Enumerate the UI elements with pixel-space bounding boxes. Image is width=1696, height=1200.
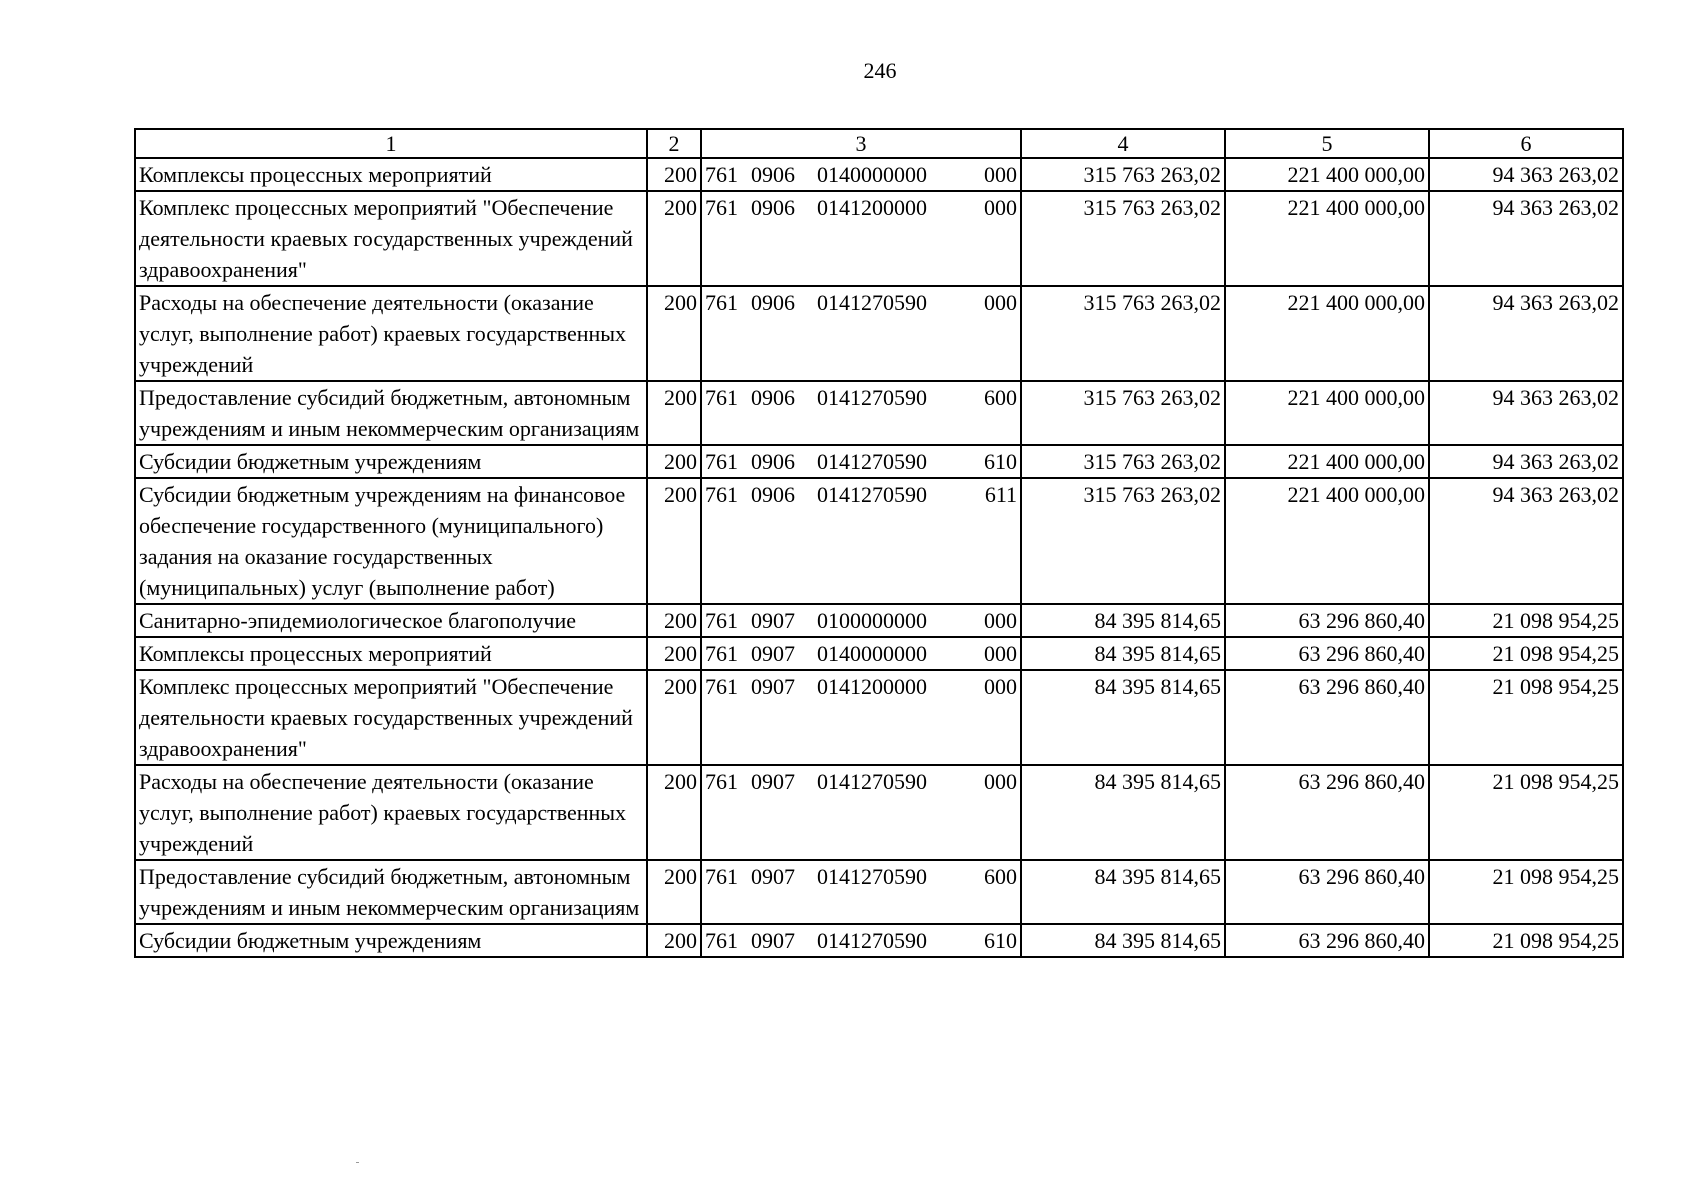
row-col2: 200 bbox=[647, 924, 701, 957]
table-row bbox=[135, 637, 1623, 670]
row-value-5: 63 296 860,40 bbox=[1225, 765, 1429, 860]
row-col2: 200 bbox=[647, 670, 701, 765]
row-code bbox=[701, 286, 1021, 381]
code-section: 0907 bbox=[751, 641, 795, 666]
table-header-row bbox=[135, 129, 1623, 158]
code-ministry: 761 bbox=[705, 928, 738, 953]
row-value-6: 21 098 954,25 bbox=[1429, 604, 1623, 637]
row-value-4: 84 395 814,65 bbox=[1021, 604, 1225, 637]
code-expense-type: 000 bbox=[984, 674, 1017, 699]
code-expense-type: 000 bbox=[984, 608, 1017, 633]
row-name: Предоставление субсидий бюджетным, автономным учреждениям и иным некоммерческим организациям bbox=[135, 860, 647, 924]
code-target: 0100000000 bbox=[817, 608, 927, 633]
row-code bbox=[701, 860, 1021, 924]
row-code bbox=[701, 670, 1021, 765]
scan-mark bbox=[356, 1162, 359, 1163]
row-col2: 200 bbox=[647, 158, 701, 191]
code-grid bbox=[705, 925, 1017, 956]
row-name: Санитарно-эпидемиологическое благополучие bbox=[135, 604, 647, 637]
code-target: 0141270590 bbox=[817, 864, 927, 889]
row-value-4: 315 763 263,02 bbox=[1021, 445, 1225, 478]
row-value-5: 221 400 000,00 bbox=[1225, 158, 1429, 191]
row-col2: 200 bbox=[647, 478, 701, 604]
table-row bbox=[135, 670, 1623, 765]
code-section: 0907 bbox=[751, 928, 795, 953]
row-value-4: 84 395 814,65 bbox=[1021, 765, 1225, 860]
row-value-6: 21 098 954,25 bbox=[1429, 670, 1623, 765]
code-grid bbox=[705, 861, 1017, 892]
row-value-4: 84 395 814,65 bbox=[1021, 670, 1225, 765]
code-target: 0140000000 bbox=[817, 641, 927, 666]
row-value-4: 84 395 814,65 bbox=[1021, 637, 1225, 670]
row-value-6: 21 098 954,25 bbox=[1429, 924, 1623, 957]
code-grid bbox=[705, 192, 1017, 223]
code-expense-type: 610 bbox=[984, 928, 1017, 953]
row-value-6: 94 363 263,02 bbox=[1429, 286, 1623, 381]
code-grid bbox=[705, 159, 1017, 190]
row-name: Комплексы процессных мероприятий bbox=[135, 637, 647, 670]
code-expense-type: 000 bbox=[984, 195, 1017, 220]
code-ministry: 761 bbox=[705, 290, 738, 315]
header-cell-6: 6 bbox=[1429, 129, 1623, 158]
row-value-6: 21 098 954,25 bbox=[1429, 860, 1623, 924]
row-col2: 200 bbox=[647, 860, 701, 924]
row-value-4: 315 763 263,02 bbox=[1021, 478, 1225, 604]
code-ministry: 761 bbox=[705, 641, 738, 666]
code-ministry: 761 bbox=[705, 385, 738, 410]
code-ministry: 761 bbox=[705, 769, 738, 794]
row-col2: 200 bbox=[647, 604, 701, 637]
code-target: 0141270590 bbox=[817, 290, 927, 315]
row-col2: 200 bbox=[647, 286, 701, 381]
table-row bbox=[135, 445, 1623, 478]
row-value-4: 315 763 263,02 bbox=[1021, 286, 1225, 381]
row-value-5: 63 296 860,40 bbox=[1225, 860, 1429, 924]
row-name: Предоставление субсидий бюджетным, автономным учреждениям и иным некоммерческим организациям bbox=[135, 381, 647, 445]
row-name: Субсидии бюджетным учреждениям bbox=[135, 445, 647, 478]
row-code bbox=[701, 158, 1021, 191]
row-value-6: 94 363 263,02 bbox=[1429, 478, 1623, 604]
row-name: Комплекс процессных мероприятий "Обеспечение деятельности краевых государственных учреждений здравоохранения" bbox=[135, 191, 647, 286]
row-value-5: 221 400 000,00 bbox=[1225, 478, 1429, 604]
code-target: 0141200000 bbox=[817, 195, 927, 220]
code-expense-type: 600 bbox=[984, 385, 1017, 410]
row-col2: 200 bbox=[647, 445, 701, 478]
row-code bbox=[701, 445, 1021, 478]
row-col2: 200 bbox=[647, 381, 701, 445]
header-cell-3: 3 bbox=[701, 129, 1021, 158]
code-section: 0907 bbox=[751, 674, 795, 699]
row-value-5: 221 400 000,00 bbox=[1225, 381, 1429, 445]
budget-table bbox=[134, 128, 1624, 958]
code-expense-type: 000 bbox=[984, 769, 1017, 794]
row-value-5: 221 400 000,00 bbox=[1225, 445, 1429, 478]
table-row bbox=[135, 924, 1623, 957]
row-value-5: 63 296 860,40 bbox=[1225, 670, 1429, 765]
header-cell-2: 2 bbox=[647, 129, 701, 158]
code-expense-type: 000 bbox=[984, 290, 1017, 315]
row-value-4: 315 763 263,02 bbox=[1021, 158, 1225, 191]
code-expense-type: 600 bbox=[984, 864, 1017, 889]
code-grid bbox=[705, 605, 1017, 636]
row-value-5: 63 296 860,40 bbox=[1225, 604, 1429, 637]
code-grid bbox=[705, 382, 1017, 413]
row-value-5: 221 400 000,00 bbox=[1225, 191, 1429, 286]
row-col2: 200 bbox=[647, 765, 701, 860]
code-ministry: 761 bbox=[705, 864, 738, 889]
code-section: 0906 bbox=[751, 290, 795, 315]
row-value-6: 94 363 263,02 bbox=[1429, 381, 1623, 445]
code-expense-type: 000 bbox=[984, 162, 1017, 187]
row-code bbox=[701, 381, 1021, 445]
row-value-6: 21 098 954,25 bbox=[1429, 765, 1623, 860]
code-section: 0906 bbox=[751, 385, 795, 410]
code-grid bbox=[705, 766, 1017, 797]
row-name: Расходы на обеспечение деятельности (оказание услуг, выполнение работ) краевых государственных учреждений bbox=[135, 286, 647, 381]
row-value-4: 315 763 263,02 bbox=[1021, 191, 1225, 286]
table-row bbox=[135, 478, 1623, 604]
table-row bbox=[135, 158, 1623, 191]
table-row bbox=[135, 765, 1623, 860]
row-code bbox=[701, 924, 1021, 957]
row-value-6: 94 363 263,02 bbox=[1429, 445, 1623, 478]
code-target: 0141270590 bbox=[817, 769, 927, 794]
code-ministry: 761 bbox=[705, 195, 738, 220]
code-section: 0906 bbox=[751, 162, 795, 187]
table-row bbox=[135, 381, 1623, 445]
code-grid bbox=[705, 287, 1017, 318]
row-code bbox=[701, 478, 1021, 604]
row-col2: 200 bbox=[647, 191, 701, 286]
code-grid bbox=[705, 638, 1017, 669]
code-section: 0906 bbox=[751, 195, 795, 220]
row-value-4: 84 395 814,65 bbox=[1021, 924, 1225, 957]
code-ministry: 761 bbox=[705, 674, 738, 699]
row-value-5: 221 400 000,00 bbox=[1225, 286, 1429, 381]
code-grid bbox=[705, 671, 1017, 702]
code-target: 0141270590 bbox=[817, 928, 927, 953]
code-ministry: 761 bbox=[705, 449, 738, 474]
row-name: Комплексы процессных мероприятий bbox=[135, 158, 647, 191]
row-col2: 200 bbox=[647, 637, 701, 670]
row-value-5: 63 296 860,40 bbox=[1225, 924, 1429, 957]
table-row bbox=[135, 286, 1623, 381]
code-section: 0907 bbox=[751, 608, 795, 633]
code-target: 0140000000 bbox=[817, 162, 927, 187]
code-grid bbox=[705, 446, 1017, 477]
code-ministry: 761 bbox=[705, 608, 738, 633]
row-value-6: 94 363 263,02 bbox=[1429, 191, 1623, 286]
table-row bbox=[135, 860, 1623, 924]
header-cell-4: 4 bbox=[1021, 129, 1225, 158]
row-value-6: 94 363 263,02 bbox=[1429, 158, 1623, 191]
code-section: 0906 bbox=[751, 449, 795, 474]
row-name: Субсидии бюджетным учреждениям bbox=[135, 924, 647, 957]
row-code bbox=[701, 191, 1021, 286]
code-section: 0907 bbox=[751, 864, 795, 889]
row-value-4: 315 763 263,02 bbox=[1021, 381, 1225, 445]
code-target: 0141270590 bbox=[817, 385, 927, 410]
row-name: Комплекс процессных мероприятий "Обеспечение деятельности краевых государственных учреждений здравоохранения" bbox=[135, 670, 647, 765]
table-row bbox=[135, 604, 1623, 637]
row-code bbox=[701, 637, 1021, 670]
code-target: 0141270590 bbox=[817, 482, 927, 507]
code-target: 0141270590 bbox=[817, 449, 927, 474]
code-expense-type: 610 bbox=[984, 449, 1017, 474]
table-body bbox=[135, 158, 1623, 957]
code-ministry: 761 bbox=[705, 162, 738, 187]
page-number: 246 bbox=[863, 58, 897, 83]
header-cell-5: 5 bbox=[1225, 129, 1429, 158]
row-value-6: 21 098 954,25 bbox=[1429, 637, 1623, 670]
code-grid bbox=[705, 479, 1017, 510]
code-section: 0907 bbox=[751, 769, 795, 794]
row-name: Субсидии бюджетным учреждениям на финансовое обеспечение государственного (муниципального) задания на оказание государственных (муниципальных) услуг (выполнение работ) bbox=[135, 478, 647, 604]
code-section: 0906 bbox=[751, 482, 795, 507]
code-expense-type: 000 bbox=[984, 641, 1017, 666]
code-expense-type: 611 bbox=[984, 482, 1017, 507]
row-value-4: 84 395 814,65 bbox=[1021, 860, 1225, 924]
row-name: Расходы на обеспечение деятельности (оказание услуг, выполнение работ) краевых государственных учреждений bbox=[135, 765, 647, 860]
table-row bbox=[135, 191, 1623, 286]
row-value-5: 63 296 860,40 bbox=[1225, 637, 1429, 670]
row-code bbox=[701, 765, 1021, 860]
header-cell-1: 1 bbox=[135, 129, 647, 158]
code-ministry: 761 bbox=[705, 482, 738, 507]
row-code bbox=[701, 604, 1021, 637]
code-target: 0141200000 bbox=[817, 674, 927, 699]
